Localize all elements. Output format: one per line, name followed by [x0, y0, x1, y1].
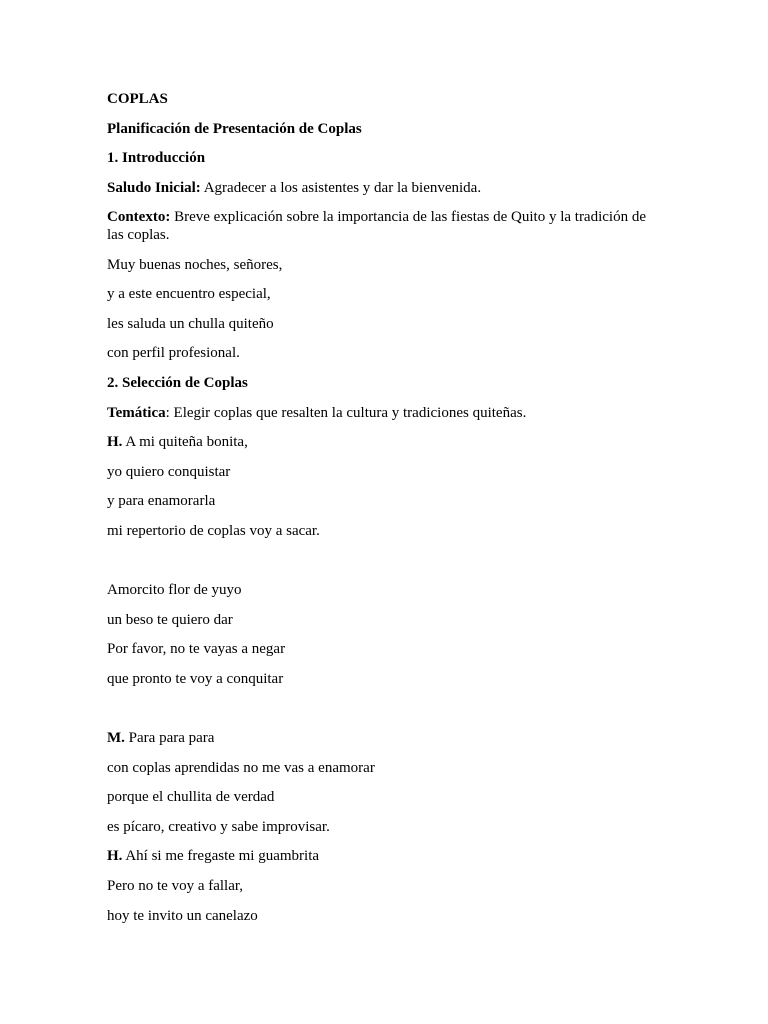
verse-line: Pero no te voy a fallar, [107, 878, 244, 895]
document-title: COPLAS [107, 91, 168, 107]
tematica-paragraph [107, 405, 659, 423]
verse-line-speaker: H. Ahí si me fregaste mi guambrita [107, 848, 320, 865]
verse-line-speaker: H. A mi quiteña bonita, [107, 434, 248, 451]
speaker-label: H. [107, 848, 123, 865]
verse-line: porque el chullita de verdad [107, 789, 275, 806]
verse-line: Amorcito flor de yuyo [107, 582, 242, 599]
document-subtitle: Planificación de Presentación de Coplas [107, 120, 362, 137]
verse-line: con perfil profesional. [107, 345, 240, 362]
saludo-inicial-paragraph [107, 180, 659, 198]
contexto-text: Breve explicación sobre la importancia de las fiestas de Quito y la tradición de las coplas. [107, 209, 646, 243]
tematica-text: : Elegir coplas que resalten la cultura y tradiciones quiteñas. [165, 404, 527, 421]
verse-line: yo quiero conquistar [107, 463, 231, 480]
section-heading-seleccion: 2. Selección de Coplas [107, 374, 248, 391]
verse-line: mi repertorio de coplas voy a sacar. [107, 522, 320, 539]
verse-line: un beso te quiero dar [107, 611, 233, 628]
verse-line: Muy buenas noches, señores, [107, 256, 283, 273]
blank-line [107, 700, 659, 730]
document-body [107, 91, 659, 937]
saludo-label: Saludo Inicial: [107, 179, 201, 196]
verse-line: hoy te invito un canelazo [107, 907, 258, 924]
verse-line: con coplas aprendidas no me vas a enamorar [107, 759, 375, 776]
verse-line: Por favor, no te vayas a negar [107, 641, 286, 658]
verse-line: que pronto te voy a conquitar [107, 670, 284, 687]
tematica-label: Temática [107, 404, 166, 421]
verse-line: y a este encuentro especial, [107, 286, 271, 303]
verse-line: les saluda un chulla quiteño [107, 315, 274, 332]
verse-line: y para enamorarla [107, 493, 216, 510]
blank-line [107, 553, 659, 583]
saludo-text: Agradecer a los asistentes y dar la bienvenida. [200, 179, 482, 196]
verse-line-speaker: M. Para para para [107, 730, 215, 747]
section-heading-introduccion: 1. Introducción [107, 150, 206, 167]
verse-line: es pícaro, creativo y sabe improvisar. [107, 818, 330, 835]
contexto-label: Contexto: [107, 209, 171, 226]
speaker-label: H. [107, 434, 123, 451]
speaker-label: M. [107, 730, 125, 747]
contexto-paragraph [107, 209, 659, 244]
